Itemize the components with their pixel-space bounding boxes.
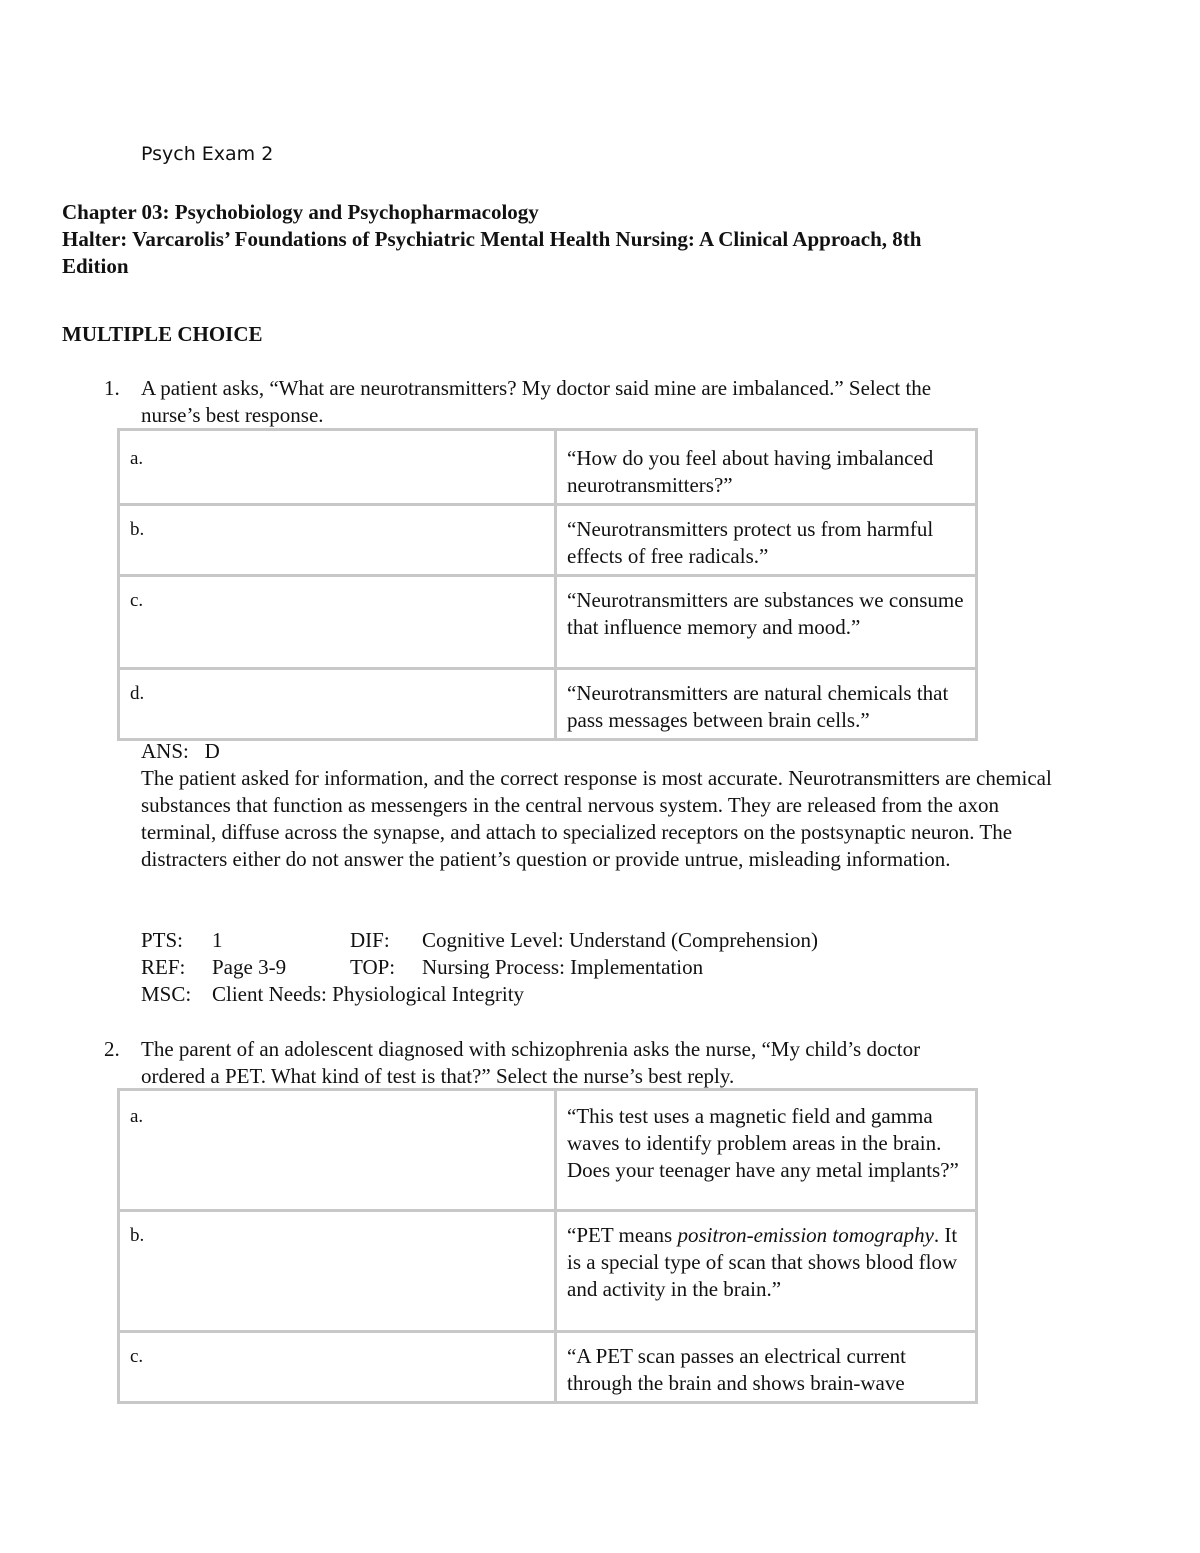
pts-label: PTS: [141,928,184,952]
question-text-line: A patient asks, “What are neurotransmitters? My doctor said mine are imbalanced.” Select the [141,376,932,400]
question-text [141,1036,1061,1090]
question-text [141,375,1061,429]
question-text-line: ordered a PET. What kind of test is that?” Select the nurse’s best reply. [141,1064,735,1088]
option-letter: b. [119,1211,556,1332]
option-row [119,669,977,740]
ref-label: REF: [141,955,186,979]
option-text: “This test uses a magnetic field and gamma waves to identify problem areas in the brain. Does your teenager have any metal implants?” [556,1090,977,1211]
option-text-part: “PET means [567,1223,678,1247]
option-letter: a. [119,1090,556,1211]
question-text-line: nurse’s best response. [141,403,324,427]
answer-options-table [117,428,978,741]
option-row [119,505,977,576]
rationale: The patient asked for information, and the correct response is most accurate. Neurotransmitters are chemical substances that function as messengers in the central nervous system. They are released from the axon terminal, diffuse across the synapse, and attach to specialized receptors on the postsynaptic neuron. The distracters either do not answer the patient’s question or provide untrue, misleading information. [141,766,1052,871]
book-title-line2: Edition [62,254,129,278]
msc-label: MSC: [141,982,192,1006]
chapter-heading: Chapter 03: Psychobiology and Psychopharmacology [62,200,539,224]
option-row [119,1090,977,1211]
option-letter: c. [119,1332,556,1403]
dif-label: DIF: [350,928,390,952]
option-text-part: . It is a special type of scan that shows blood flow and activity in the brain.” [567,1223,958,1301]
option-letter: d. [119,669,556,740]
question-number: 2. [104,1037,120,1061]
question-metadata [141,927,1041,1008]
book-title-line1: Halter: Varcarolis’ Foundations of Psychiatric Mental Health Nursing: A Clinical Approach, 8th [62,227,922,251]
option-letter: b. [119,505,556,576]
question-text-line: The parent of an adolescent diagnosed with schizophrenia asks the nurse, “My child’s doctor [141,1037,921,1061]
option-row [119,576,977,669]
exam-title: Psych Exam 2 [141,143,274,165]
top-label: TOP: [350,955,396,979]
option-text: “Neurotransmitters are natural chemicals that pass messages between brain cells.” [556,669,977,740]
top-value: Nursing Process: Implementation [422,955,704,979]
option-letter: a. [119,430,556,505]
section-heading: MULTIPLE CHOICE [62,322,263,346]
ref-value: Page 3-9 [212,955,287,979]
option-row [119,1332,977,1403]
dif-value: Cognitive Level: Understand (Comprehension) [422,928,818,952]
question-number: 1. [104,376,120,400]
option-letter: c. [119,576,556,669]
msc-value: Client Needs: Physiological Integrity [212,982,525,1006]
option-text [556,1211,977,1332]
option-text-emphasis: positron-emission tomography [677,1223,934,1247]
option-row [119,430,977,505]
option-row [119,1211,977,1332]
pts-value: 1 [212,928,223,952]
option-text: “How do you feel about having imbalanced neurotransmitters?” [556,430,977,505]
answer-key: ANS: D [141,739,220,763]
option-text: “A PET scan passes an electrical current through the brain and shows brain-wave [556,1332,977,1403]
option-text: “Neurotransmitters protect us from harmful effects of free radicals.” [556,505,977,576]
option-text: “Neurotransmitters are substances we consume that influence memory and mood.” [556,576,977,669]
answer-options-table [117,1088,978,1404]
